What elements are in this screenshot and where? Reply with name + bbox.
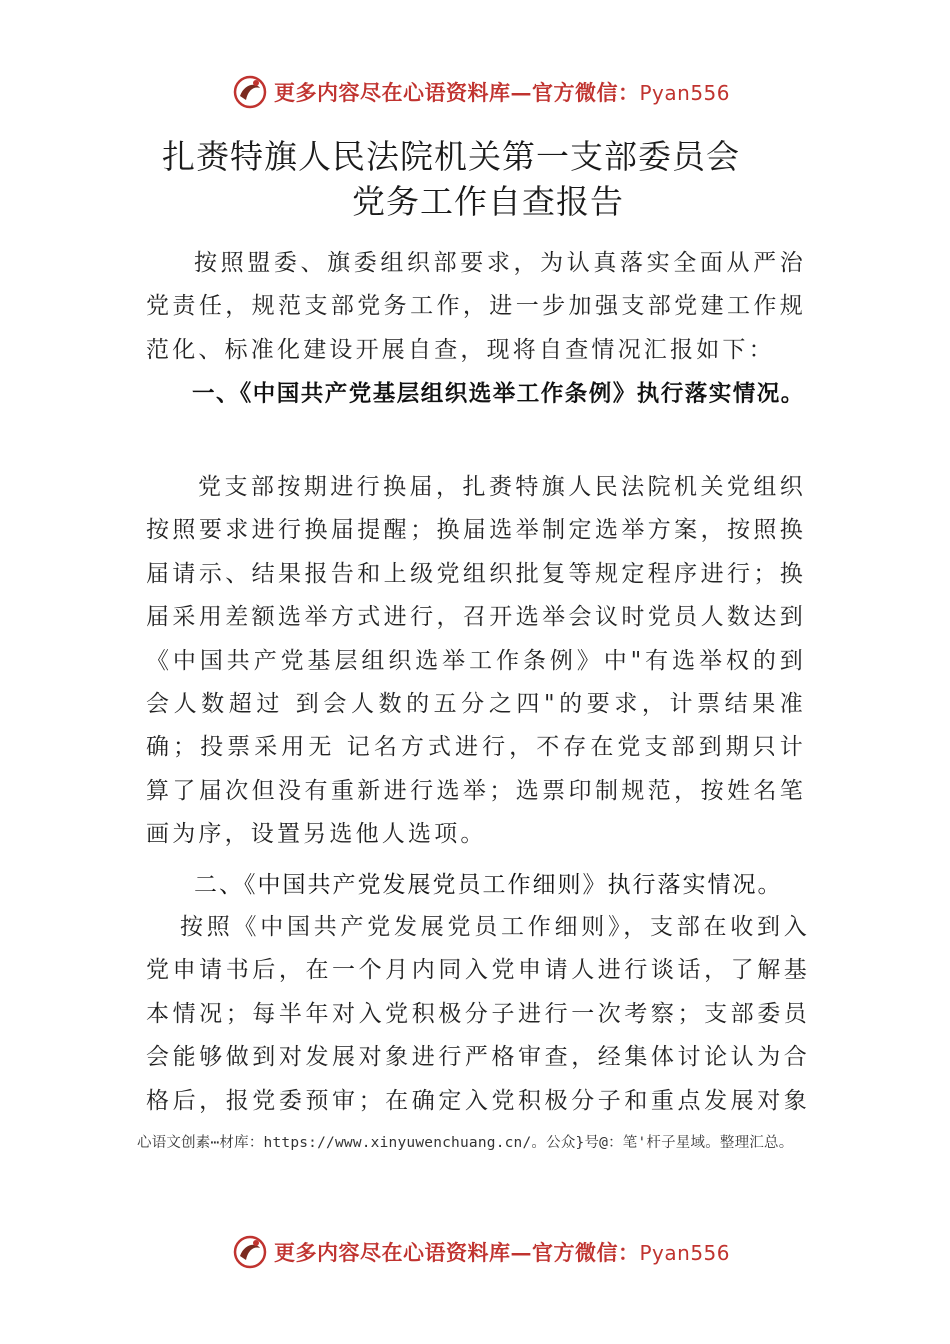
banner-text: 更多内容尽在心语资料库—官方微信：Pyan556 <box>274 80 731 105</box>
source-footnote: 心语文创素⋯材库：https://www.xinyuwenchuang.cn/。公众}号@：笔'杆子星域。整理汇总。 <box>137 1135 794 1151</box>
intro-paragraph: 按照盟委、旗委组织部要求，为认真落实全面从严治党责任，规范支部党务工作，进一步加强支部党建工作规范化、标准化建设开展自查，现将自查情况汇报如下： <box>146 250 806 363</box>
top-watermark-banner <box>0 72 950 112</box>
wechat-id: Pyan556 <box>639 81 731 105</box>
section-2-heading: 二、《中国共产党发展党员工作细则》执行落实情况。 <box>194 872 783 898</box>
bottom-watermark-banner <box>0 1232 950 1272</box>
wechat-id: Pyan556 <box>639 1241 731 1265</box>
document-title-line-1: 扎赉特旗人民法院机关第一支部委员会 <box>162 137 740 176</box>
banner-text: 更多内容尽在心语资料库—官方微信：Pyan556 <box>274 1240 731 1265</box>
section-1-heading: 一、《中国共产党基层组织选举工作条例》执行落实情况。 <box>192 381 805 407</box>
brand-logo-icon <box>232 74 268 110</box>
section-1-body: 党支部按期进行换届，扎赉特旗人民法院机关党组织按照要求进行换届提醒；换届选举制定选举方案，按照换届请示、结果报告和上级党组织批复等规定程序进行；换届采用差额选举方式进行，召开选举会议时党员人数达到《中国共产党基层组织选举工作条例》中"有选举权的到会人数超过 到会人数的五分之四"的要求，计票结果准确；投票采用无 记名方式进行，不存在党支部到期只计算了届次但没有重新进行选举；选票印制规范，按姓名笔画为序，设置另选他人选项。 <box>146 474 806 848</box>
section-2-body: 按照《中国共产党发展党员工作细则》，支部在收到入党申请书后，在一个月内同入党申请人进行谈话，了解基本情况；每半年对入党积极分子进行一次考察；支部委员会能够做到对发展对象进行严格审查，经集体讨论认为合格后，报党委预审；在确定入党积极分子和重点发展对象 <box>146 914 810 1114</box>
document-title-line-2: 党务工作自查报告 <box>352 182 624 221</box>
brand-logo-icon <box>232 1234 268 1270</box>
